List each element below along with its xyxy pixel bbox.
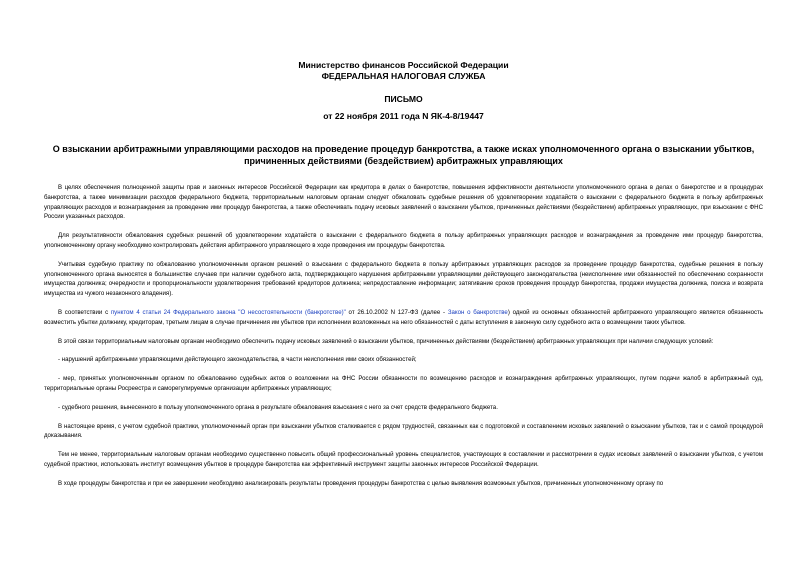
paragraph-text: ) одной из основных обязанностей арбитражного управляющего является обязанность возместить убытки должнику, кредиторам, третьим лицам в случае причинения им убытков при исполнении возложенных на него обязанностей с даты вступления в законную силу судебного акта о возмещении таких убытков. [44,308,764,326]
paragraph: В настоящее время, с учетом судебной практики, уполномоченный орган при взыскании убытков сталкивается с рядом трудностей, связанных как с подготовкой и составлением исковых заявлений о взыскании убытков, так и с самой процедурой доказывания. [44,422,763,440]
ministry-name: Министерство финансов Российской Федерации [298,60,509,70]
law-article-link[interactable]: пунктом 4 статьи 24 Федерального закона "О несостоятельности (банкротстве)" [110,308,346,316]
paragraph-text: В соответствии с [58,308,111,316]
paragraph: В ходе процедуры банкротства и при ее завершении необходимо анализировать результаты проведения процедуры банкротства с целью выявления возможных убытков, причиненных уполномоченному органу по [58,479,664,487]
document-date-number: от 22 ноября 2011 года N ЯК-4-8/19447 [323,111,484,121]
paragraph: Для результативности обжалования судебных решений об удовлетворении ходатайств о взыскании с федерального бюджета в пользу арбитражных управляющих расходов и вознаграждения за проведение ими процедур банкротства, уполномоченному органу необходимо контролировать действия арбитражного управляющего в ходе проведения им процедуры банкротства. [44,232,763,249]
paragraph: Тем не менее, территориальным налоговым органам необходимо существенно повысить общий профессиональный уровень специалистов, участвующих в составлении и рассмотрении в судах исковых заявлений о взыскании убытков, с учетом судебной практики, использовать институт возмещения убытков в процедуре банкротства как эффективный инструмент защиты законных интересов Российской Федерации. [44,451,763,468]
paragraph-with-links [44,308,763,328]
paragraph-text: от 26.10.2002 N 127-ФЗ (далее - [345,308,448,316]
bankruptcy-law-link[interactable]: Закон о банкротстве [447,308,508,316]
document-title: О взыскании арбитражными управляющими расходов на проведение процедур банкротства, а также исках уполномоченного органа о взыскании убытков, причиненных действиями (бездействием) арбитражных управляющих [52,144,755,166]
document-type: ПИСЬМО [384,94,423,104]
list-item: - мер, принятых уполномоченным органом по обжалованию судебных актов о возложении на ФНС России обязанности по возмещению расходов и вознаграждения арбитражных управляющих, путем подачи жалоб в арбитражный суд, территориальные органы Росреестра и саморегулируемые организации арбитражных управляющих; [44,375,763,392]
paragraph: В целях обеспечения полноценной защиты прав и законных интересов Российской Федерации как кредитора в делах о банкротстве, повышения эффективности деятельности уполномоченного органа в делах о банкротстве и в процедурах банкротства, а также минимизации расходов федерального бюджета, территориальным налоговым органам следует обжаловать судебные решения об удовлетворении ходатайств о взыскании с федерального бюджета в пользу арбитражных управляющих расходов и вознаграждения за проведение ими процедур банкротства, а также обеспечивать подачу исковых заявлений о взыскании убытков, причиненных действиями (бездействием) арбитражных управляющих, при взыскании с ФНС России указанных расходов. [44,184,763,221]
paragraph: В этой связи территориальным налоговым органам необходимо обеспечить подачу исковых заявлений о взыскании убытков, причиненных действиями (бездействием) арбитражных управляющих при наличии следующих условий: [58,337,714,345]
document-body [44,183,763,498]
list-item: - нарушений арбитражными управляющими действующего законодательства, в части неисполнения ими своих обязанностей; [58,356,417,364]
list-item: - судебного решения, вынесенного в пользу уполномоченного органа в результате обжалования взыскания с него за счет средств федерального бюджета. [58,403,498,411]
service-name: ФЕДЕРАЛЬНАЯ НАЛОГОВАЯ СЛУЖБА [321,71,486,81]
paragraph: Учитывая судебную практику по обжалованию уполномоченным органом решений о взыскании с федерального бюджета в пользу арбитражных управляющих расходов за проведение процедур банкротства, судебные решения в пользу уполномоченного органа выносятся в большинстве случаев при наличии судебного акта, подтверждающего нарушения арбитражными управляющими действующего законодательства (неисполнение ими обязанностей по обеспечению сохранности имущества должника; очередности и пропорциональности удовлетворения требований кредиторов должника; непредоставление информации; затягивание сроков проведения процедур банкротства, продажи имущества должника, поиска и возврата имущества из чужого незаконного владения). [44,260,763,298]
